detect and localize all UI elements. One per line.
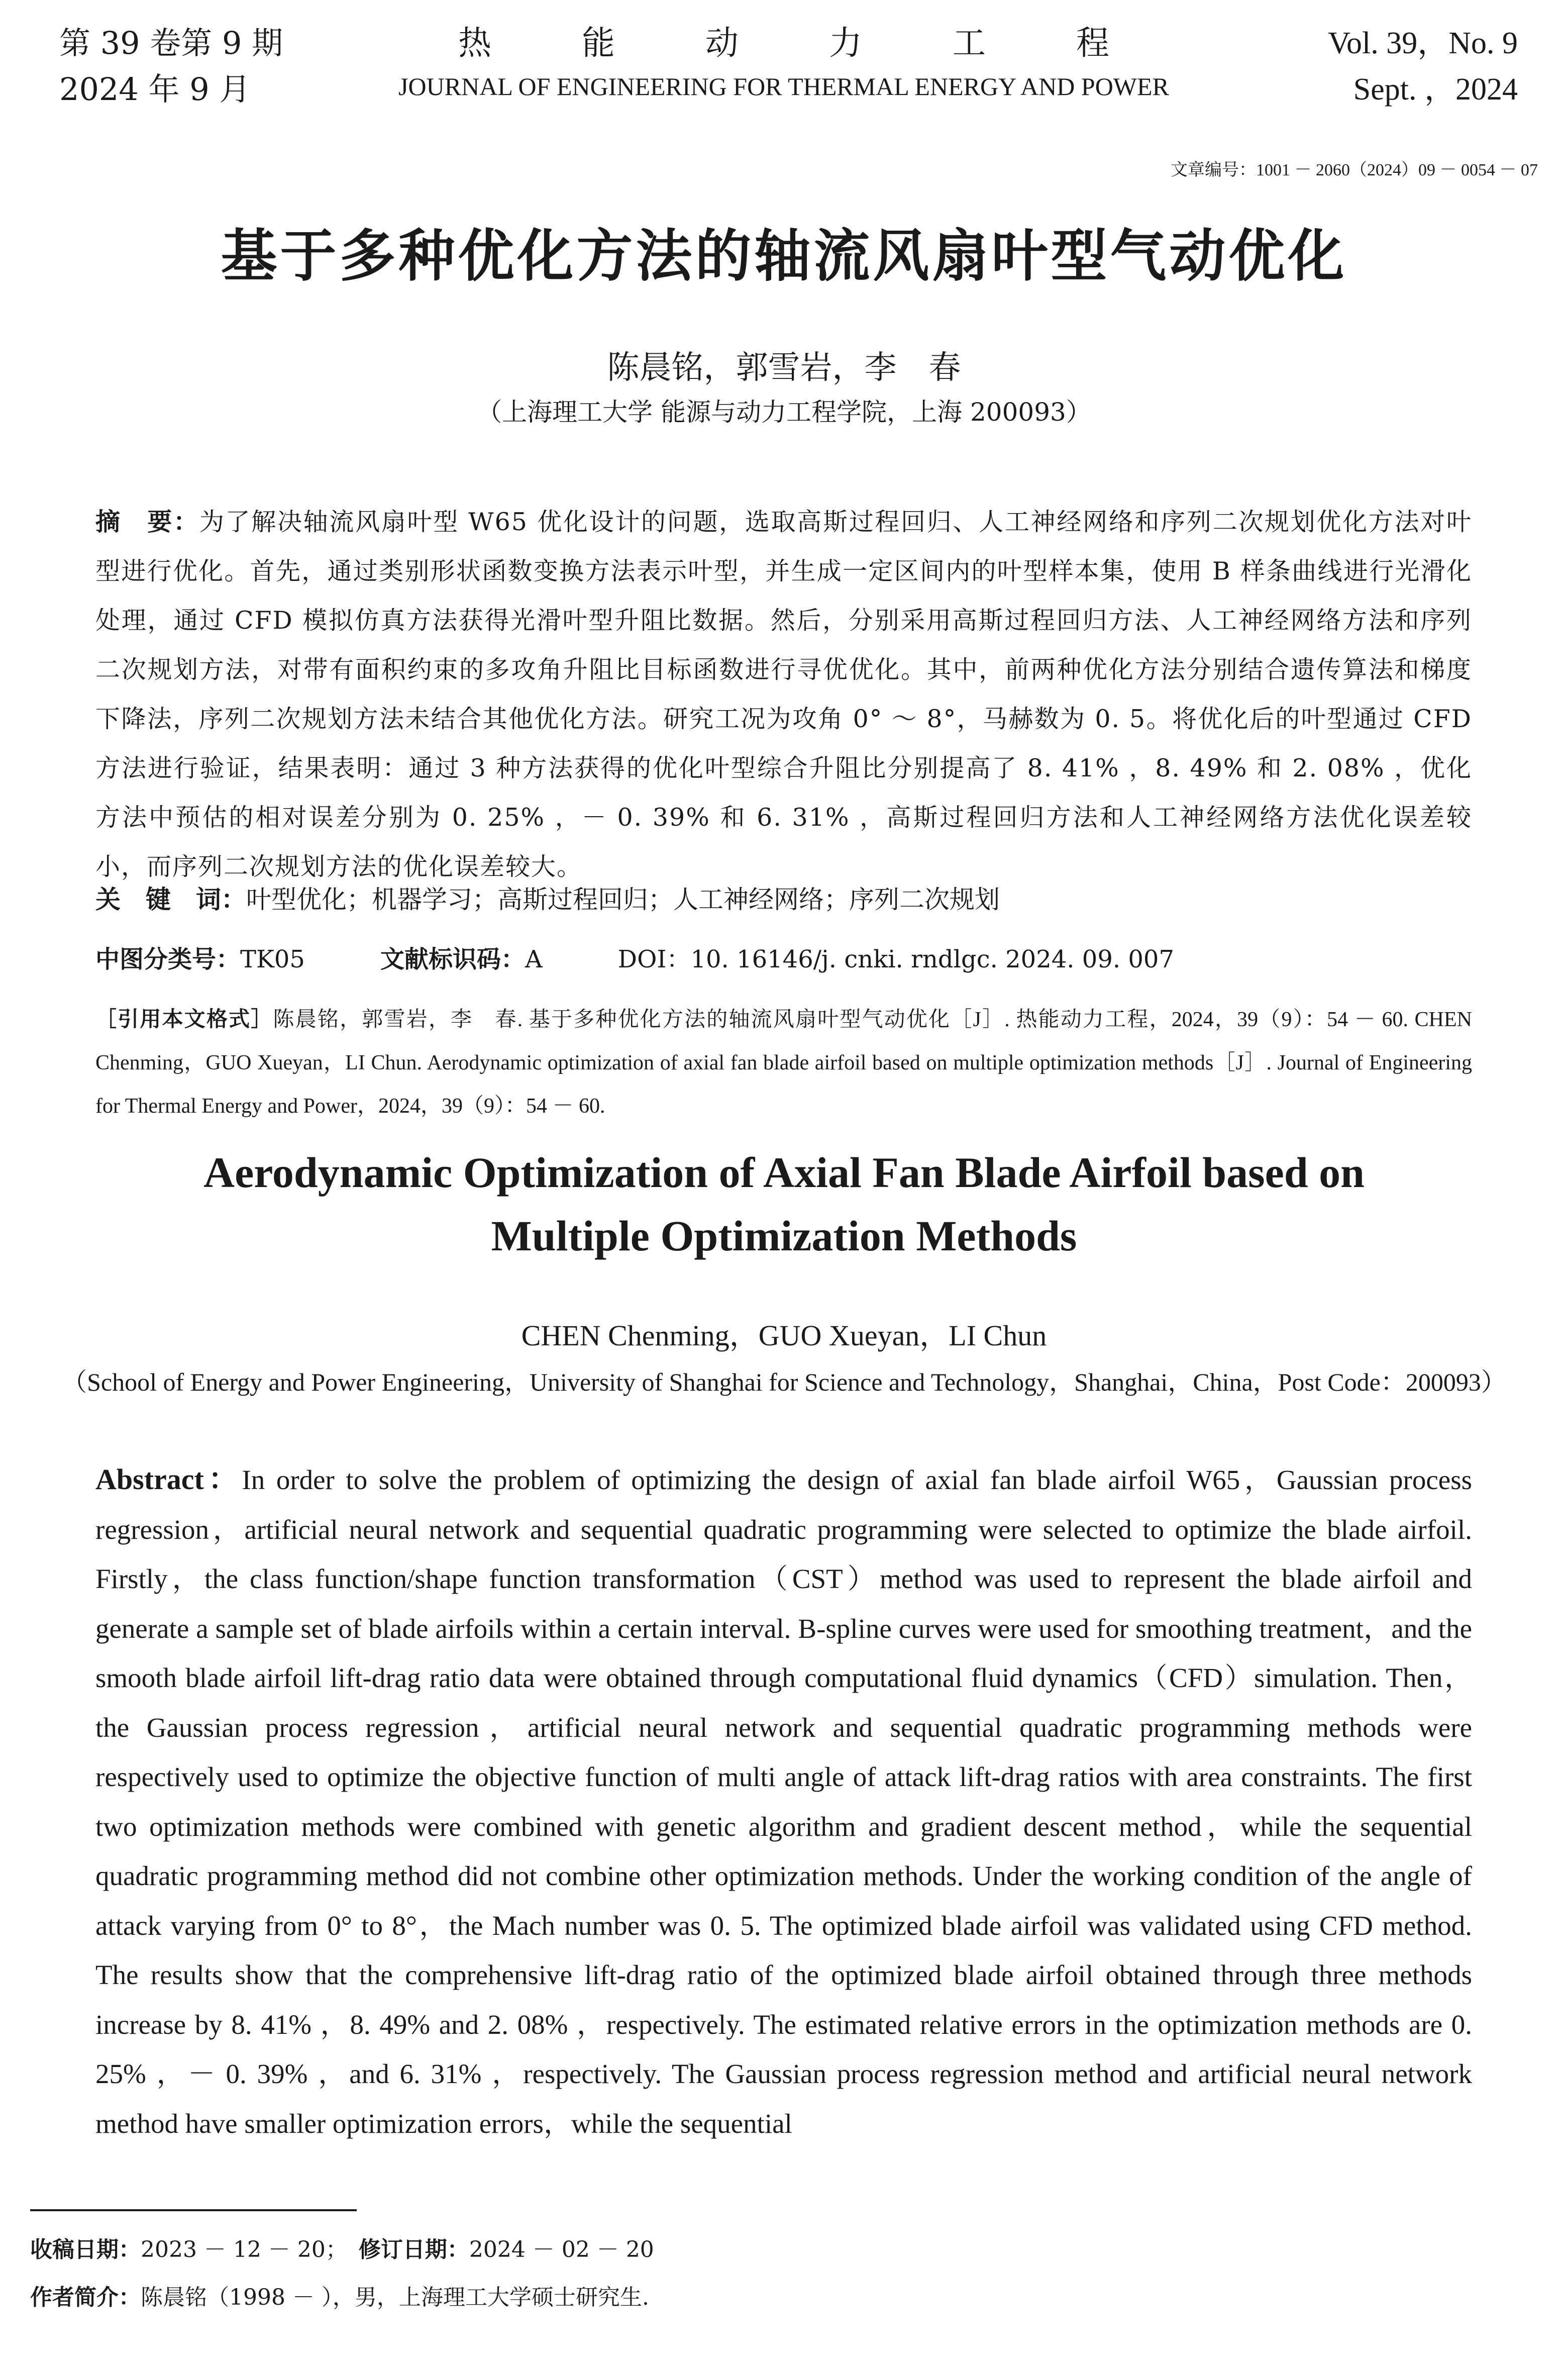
issue-volume-en: Vol. 39，No. 9 bbox=[1328, 26, 1518, 60]
footnote-divider bbox=[30, 2209, 357, 2211]
affiliation-cn: （上海理工大学 能源与动力工程学院，上海 200093） bbox=[477, 398, 1091, 427]
keywords-label: 关 键 词： bbox=[95, 885, 246, 914]
issue-info-en bbox=[1328, 20, 1518, 113]
classification-line bbox=[95, 940, 1472, 974]
author-bio: 陈晨铭（1998 － ），男，上海理工大学硕士研究生. bbox=[141, 2285, 649, 2310]
received-label: 收稿日期： bbox=[30, 2237, 141, 2262]
citation-block bbox=[95, 998, 1472, 1128]
affiliation-en: （School of Energy and Power Engineering，University of Shanghai for Science and Technology，Shanghai，China，Post Code：200093） bbox=[62, 1368, 1506, 1396]
revised-label: 修订日期： bbox=[358, 2237, 469, 2262]
issue-info bbox=[59, 20, 283, 113]
keywords-cn bbox=[95, 879, 1472, 916]
abstract-en-label: Abstract： bbox=[95, 1463, 242, 1496]
issue-date-en: Sept. ，2024 bbox=[1353, 72, 1518, 107]
keywords-text: 叶型优化；机器学习；高斯过程回归；人工神经网络；序列二次规划 bbox=[246, 885, 1000, 914]
clc-value: TK05 bbox=[240, 945, 305, 973]
paper-title-en-line2: Multiple Optimization Methods bbox=[491, 1212, 1077, 1260]
journal-name-en: JOURNAL OF ENGINEERING FOR THERMAL ENERGY AND POWER bbox=[398, 72, 1169, 101]
abstract-cn-text: 为了解决轴流风扇叶型 W65 优化设计的问题，选取高斯过程回归、人工神经网络和序列二次规划优化方法对叶型进行优化。首先，通过类别形状函数变换方法表示叶型，并生成一定区间内的叶型样本集，使用 B 样条曲线进行光滑化处理，通过 CFD 模拟仿真方法获得光滑叶型升阻比数据。然后，分别采用高斯过程回归方法、人工神经网络方法和序列二次规划方法，对带有面积约束的多攻角升阻比目标函数进行寻优优化。其中，前两种优化方法分别结合遗传算法和梯度下降法，序列二次规划方法未结合其他优化方法。研究工况为攻角 0° ～ 8°，马赫数为 0. 5。将优化后的叶型通过 CFD 方法进行验证，结果表明：通过 3 种方法获得的优化叶型综合升阻比分别提高了 8. 41% ，8. 49% 和 2. 08% ，优化方法中预估的相对误差分别为 0. 25% ，－ 0. 39% 和 6. 31% ，高斯过程回归方法和人工神经网络方法优化误差较小，而序列二次规划方法的优化误差较大。 bbox=[95, 508, 1472, 881]
issue-volume-cn: 第 39 卷第 9 期 bbox=[59, 25, 283, 61]
paper-title-en-line1: Aerodynamic Optimization of Axial Fan Blade Airfoil based on bbox=[203, 1148, 1365, 1197]
doc-code-label: 文献标识码： bbox=[380, 945, 525, 973]
citation-label: ［引用本文格式］ bbox=[95, 1007, 273, 1031]
author-bio-label: 作者简介： bbox=[30, 2285, 141, 2310]
abstract-cn-label: 摘 要： bbox=[95, 508, 199, 536]
abstract-en bbox=[95, 1455, 1472, 2148]
issue-date-cn: 2024 年 9 月 bbox=[59, 71, 251, 108]
paper-title-en bbox=[0, 1141, 1568, 1267]
journal-name bbox=[352, 20, 1216, 107]
doc-code-value: A bbox=[525, 945, 543, 973]
revised-date: 2024 － 02 － 20 bbox=[469, 2237, 654, 2262]
footnote-dates bbox=[30, 2231, 654, 2263]
abstract-en-text: In order to solve the problem of optimizing the design of axial fan blade airfoil W65，Gaussian process regression，artificial neural network and sequential quadratic programming were selected to optimize the blade airfoil. Firstly，the class function/shape function transformation（CST）method was used to represent the blade airfoil and generate a sample set of blade airfoils within a certain interval. B-spline curves were used for smoothing treatment，and the smooth blade airfoil lift-drag ratio data were obtained through computational fluid dynamics（CFD）simulation. Then，the Gaussian process regression，artificial neural network and sequential quadratic programming methods were respectively used to optimize the objective function of multi angle of attack lift-drag ratios with area constraints. The first two optimization methods were combined with genetic algorithm and gradient descent method，while the sequential quadratic programming method did not combine other optimization methods. Under the working condition of the angle of attack varying from 0° to 8°，the Mach number was 0. 5. The optimized blade airfoil was validated using CFD method. The results show that the comprehensive lift-drag ratio of the optimized blade airfoil obtained through three methods increase by 8. 41% ，8. 49% and 2. 08% ，respectively. The estimated relative errors in the optimization methods are 0. 25% ，－ 0. 39% ，and 6. 31% ，respectively. The Gaussian process regression method and artificial neural network method have smaller optimization errors，while the sequential bbox=[95, 1464, 1472, 2139]
authors-en: CHEN Chenming，GUO Xueyan，LI Chun bbox=[521, 1319, 1047, 1352]
article-number: 文章编号：1001 － 2060（2024）09 － 0054 － 07 bbox=[1171, 161, 1538, 179]
doi: DOI：10. 16146/j. cnki. rndlgc. 2024. 09. 007 bbox=[617, 945, 1175, 973]
abstract-cn bbox=[95, 498, 1472, 892]
received-date: 2023 － 12 － 20； bbox=[141, 2237, 337, 2262]
journal-name-cn: 热能动力工程 bbox=[458, 24, 1200, 62]
clc-label: 中图分类号： bbox=[95, 945, 241, 973]
authors-cn: 陈晨铭，郭雪岩，李 春 bbox=[607, 349, 961, 386]
paper-title-cn: 基于多种优化方法的轴流风扇叶型气动优化 bbox=[221, 224, 1347, 289]
footnote-author bbox=[30, 2279, 649, 2311]
citation-text-cn: 陈晨铭，郭雪岩，李 春. 基于多种优化方法的轴流风扇叶型气动优化［J］. 热能动力工程，2024，39（9）：54 － 60. bbox=[273, 1008, 1408, 1031]
citation-text-en: CHEN Chenming，GUO Xueyan，LI Chun. Aerodynamic optimization of axial fan blade airfoil based on multiple optimization methods［J］. Journal of Engineering for Thermal Energy and Power，2024，39（9）：54 － 60. bbox=[95, 1008, 1472, 1118]
